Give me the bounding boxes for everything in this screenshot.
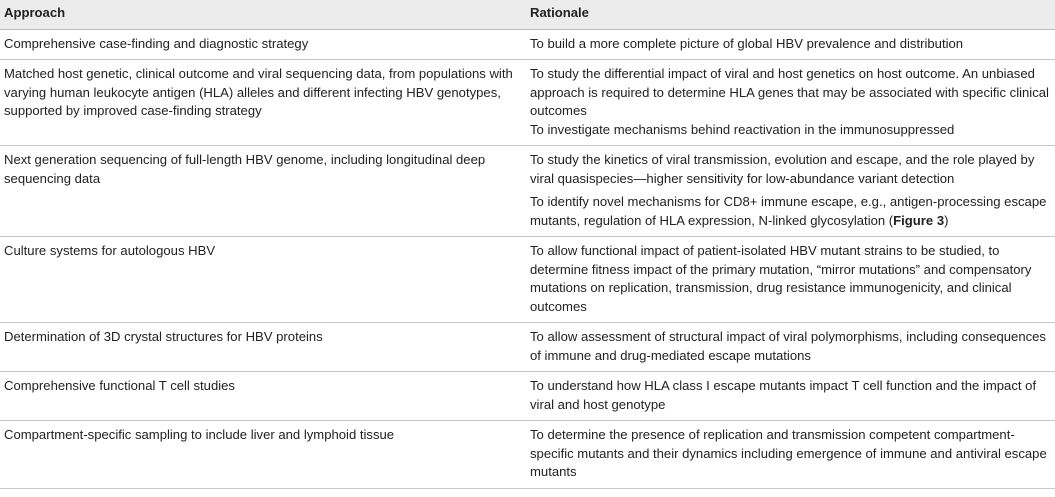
approach-cell: Comprehensive functional T cell studies — [0, 372, 526, 421]
rationale-text: To study the differential impact of viral and host genetics on host outcome. An unbiased approach is required to determine HLA genes that may be associated with specific clinical outcomes — [530, 66, 1049, 118]
table-row — [0, 146, 1055, 237]
approach-cell: Comprehensive case-finding and diagnostic strategy — [0, 29, 526, 60]
figure-reference: Figure 3 — [893, 212, 945, 228]
rationale-cell — [526, 237, 1055, 323]
table-row — [0, 323, 1055, 372]
rationale-text-part: ) — [944, 212, 949, 228]
rationale-text: To allow functional impact of patient-isolated HBV mutant strains to be studied, to determine fitness impact of the primary mutation, “mirror mutations” and compensatory mutations on replication, transmission, drug resistance immunogenicity, and clinical outcomes — [530, 243, 1032, 314]
rationale-text — [530, 193, 1049, 230]
rationale-text-part: To identify novel mechanisms for CD8+ immune escape, e.g., antigen-processing escape mutants, regulation of HLA expression, N-linked glycosylation ( — [530, 194, 1047, 228]
rationale-cell — [526, 323, 1055, 372]
rationale-text: To allow assessment of structural impact of viral polymorphisms, including consequences of immune and drug-mediated escape mutations — [530, 329, 1046, 363]
rationale-text: To investigate mechanisms behind reactivation in the immunosuppressed — [530, 121, 955, 137]
table-row — [0, 60, 1055, 146]
rationale-cell — [526, 421, 1055, 489]
rationale-cell — [526, 60, 1055, 146]
table-row — [0, 29, 1055, 60]
approach-cell: Next generation sequencing of full-length HBV genome, including longitudinal deep sequencing data — [0, 146, 526, 237]
table-row — [0, 421, 1055, 489]
approach-cell: Compartment-specific sampling to include liver and lymphoid tissue — [0, 421, 526, 489]
rationale-text: To determine the presence of replication and transmission competent compartment-specific mutants and their dynamics including emergence of immune and antiviral escape mutants — [530, 427, 1047, 479]
approach-cell: Matched host genetic, clinical outcome and viral sequencing data, from populations with varying human leukocyte antigen (HLA) alleles and different infecting HBV genotypes, supported by improved case-finding strategy — [0, 60, 526, 146]
table-row — [0, 372, 1055, 421]
rationale-text: To study the kinetics of viral transmission, evolution and escape, and the role played by viral quasispecies—higher sensitivity for low-abundance variant detection — [530, 152, 1035, 186]
rationale-text: To build a more complete picture of global HBV prevalence and distribution — [530, 35, 964, 51]
header-rationale: Rationale — [526, 0, 1055, 29]
header-approach: Approach — [0, 0, 526, 29]
rationale-cell — [526, 372, 1055, 421]
table-row — [0, 237, 1055, 323]
approach-cell: Determination of 3D crystal structures for HBV proteins — [0, 323, 526, 372]
approach-cell: Culture systems for autologous HBV — [0, 237, 526, 323]
rationale-cell — [526, 29, 1055, 60]
rationale-text: To understand how HLA class I escape mutants impact T cell function and the impact of viral and host genotype — [530, 378, 1037, 412]
rationale-cell — [526, 146, 1055, 237]
table-header-row — [0, 0, 1055, 29]
